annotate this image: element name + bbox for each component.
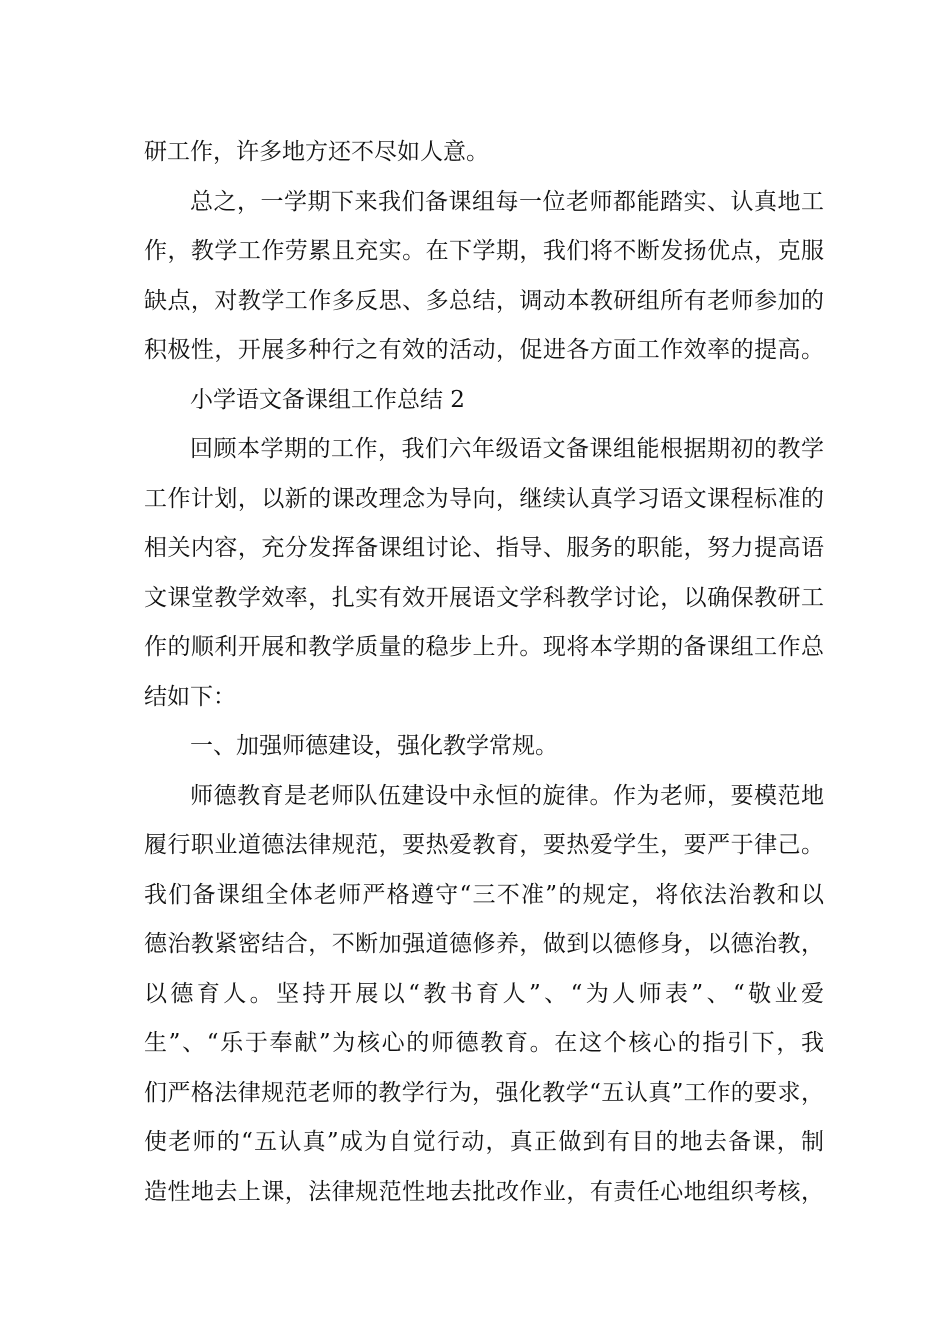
paragraph-line: 结如下： bbox=[144, 683, 236, 710]
paragraph-line: 师德教育是老师队伍建设中永恒的旋律。作为老师，要模范地 bbox=[190, 782, 824, 809]
paragraph-line: 造性地去上课，法律规范性地去批改作业，有责任心地组织考核， bbox=[144, 1178, 824, 1205]
paragraph-line: 相关内容，充分发挥备课组讨论、指导、服务的职能，努力提高语 bbox=[144, 535, 824, 561]
section-heading: 一、加强师德建设，强化教学常规。 bbox=[190, 733, 558, 759]
paragraph-line: 使老师的“五认真”成为自觉行动，真正做到有目的地去备课，制 bbox=[144, 1129, 824, 1155]
paragraph-line: 工作计划，以新的课改理念为导向，继续认真学习语文课程标准的 bbox=[144, 485, 824, 512]
paragraph-line: 作，教学工作劳累且充实。在下学期，我们将不断发扬优点，克服 bbox=[144, 238, 824, 264]
section-heading: 小学语文备课组工作总结 2 bbox=[190, 386, 465, 413]
paragraph-line: 生”、“乐于奉献”为核心的师德教育。在这个核心的指引下，我 bbox=[144, 1030, 824, 1056]
paragraph-line: 缺点，对教学工作多反思、多总结，调动本教研组所有老师参加的 bbox=[144, 287, 824, 314]
paragraph-line: 研工作，许多地方还不尽如人意。 bbox=[144, 139, 489, 165]
paragraph-line: 们严格法律规范老师的教学行为，强化教学“五认真”工作的要求， bbox=[144, 1079, 824, 1106]
document-body bbox=[144, 128, 824, 1217]
paragraph-line: 回顾本学期的工作，我们六年级语文备课组能根据期初的教学 bbox=[190, 436, 824, 462]
paragraph-line: 文课堂教学效率，扎实有效开展语文学科教学讨论，以确保教研工 bbox=[144, 584, 824, 611]
paragraph-line: 积极性，开展多种行之有效的活动，促进各方面工作效率的提高。 bbox=[144, 337, 824, 363]
paragraph-line: 我们备课组全体老师严格遵守“三不准”的规定，将依法治教和以 bbox=[144, 881, 824, 908]
paragraph-line: 总之，一学期下来我们备课组每一位老师都能踏实、认真地工 bbox=[190, 188, 824, 215]
paragraph-line: 德治教紧密结合，不断加强道德修养，做到以德修身，以德治教， bbox=[144, 931, 824, 957]
paragraph-line: 以德育人。坚持开展以“教书育人”、“为人师表”、“敬业爱 bbox=[144, 980, 824, 1007]
paragraph-line: 作的顺利开展和教学质量的稳步上升。现将本学期的备课组工作总 bbox=[144, 634, 824, 660]
paragraph-line: 履行职业道德法律规范，要热爱教育，要热爱学生，要严于律己。 bbox=[144, 832, 824, 858]
